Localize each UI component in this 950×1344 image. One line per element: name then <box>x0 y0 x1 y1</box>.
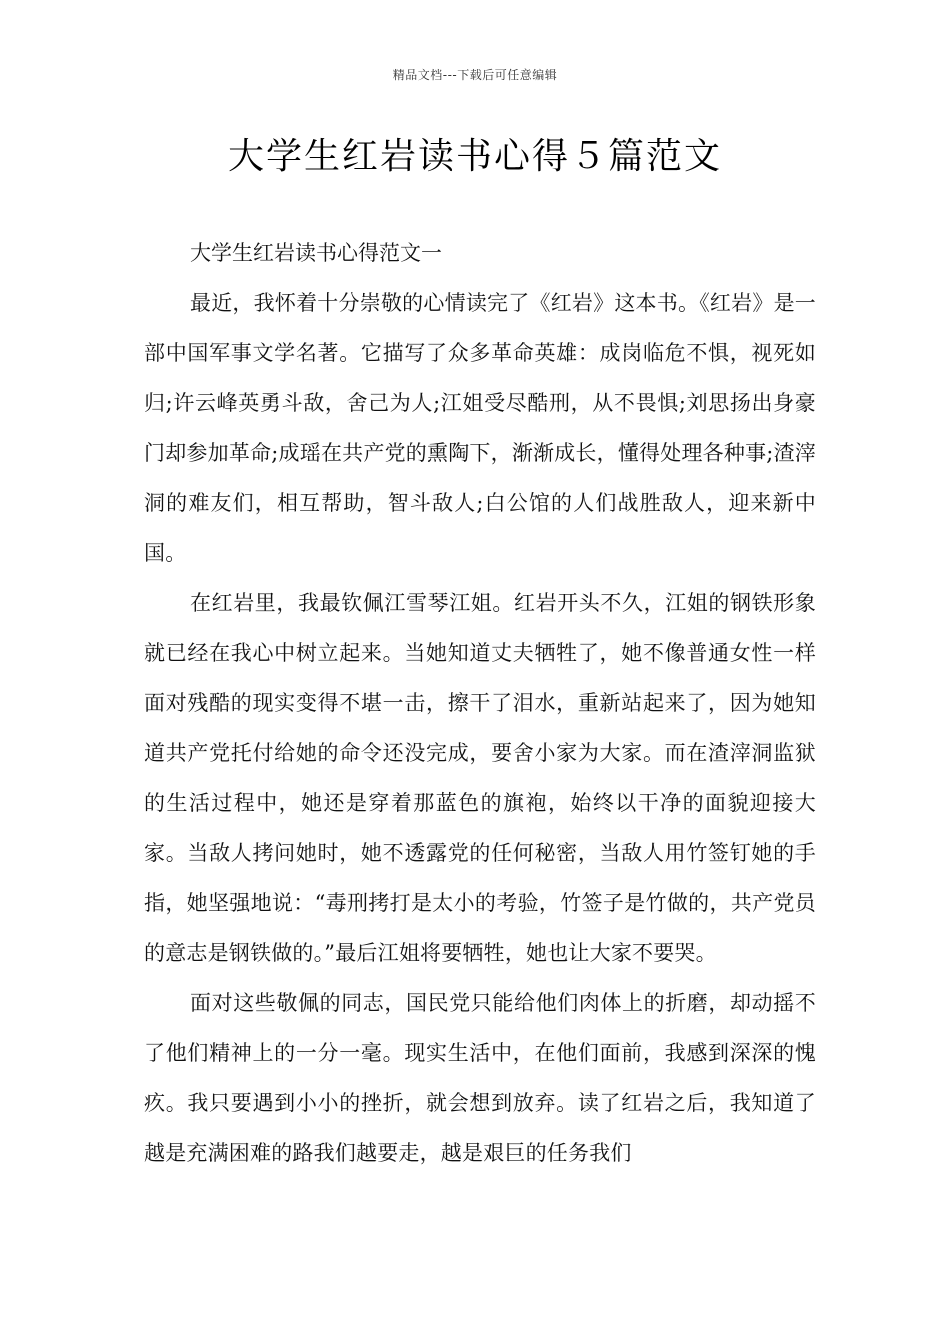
paragraph-3: 面对这些敬佩的同志，国民党只能给他们肉体上的折磨，却动摇不了他们精神上的一分一毫。现实生活中，在他们面前，我感到深深的愧疚。我只要遇到小小的挫折，就会想到放弃。读了红岩之后，我知道了越是充满困难的路我们越要走，越是艰巨的任务我们 <box>144 991 816 1165</box>
paragraph-1: 最近，我怀着十分崇敬的心情读完了《红岩》这本书。《红岩》是一部中国军事文学名著。它描写了众多革命英雄：成岗临危不惧，视死如归;许云峰英勇斗敌，舍己为人;江姐受尽酷刑，从不畏惧;刘思扬出身豪门却参加革命;成瑶在共产党的熏陶下，渐渐成长，懂得处理各种事;渣滓洞的难友们，相互帮助，智斗敌人;白公馆的人们战胜敌人，迎来新中国。 <box>144 291 816 565</box>
section-title: 大学生红岩读书心得范文一 <box>190 241 442 265</box>
document-title: 大学生红岩读书心得５篇范文 <box>227 136 722 177</box>
paragraph-2: 在红岩里，我最钦佩江雪琴江姐。红岩开头不久，江姐的钢铁形象就已经在我心中树立起来。当她知道丈夫牺牲了，她不像普通女性一样面对残酷的现实变得不堪一击，擦干了泪水，重新站起来了，因为她知道共产党托付给她的命令还没完成，要舍小家为大家。而在渣滓洞监狱的生活过程中，她还是穿着那蓝色的旗袍，始终以干净的面貌迎接大家。当敌人拷问她时，她不透露党的任何秘密，当敌人用竹签钉她的手指，她坚强地说：“毒刑拷打是太小的考验，竹签子是竹做的，共产党员的意志是钢铁做的。”最后江姐将要牺牲，她也让大家不要哭。 <box>144 591 816 965</box>
page-header: 精品文档---下载后可任意编辑 <box>392 68 558 82</box>
document-body <box>144 228 816 1178</box>
